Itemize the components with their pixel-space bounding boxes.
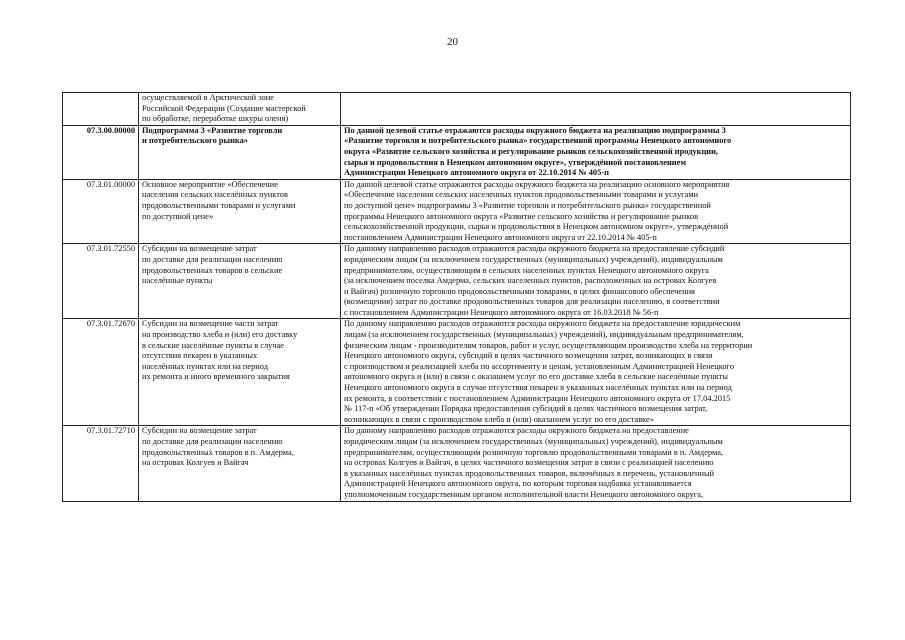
table-body — [63, 93, 851, 502]
expense-description-line: «Обеспечение населения сельских населенных пунктов продовольственными товарами и услугами — [344, 190, 699, 200]
budget-classification-table — [62, 92, 851, 502]
table-row — [63, 125, 851, 179]
expense-description-line: предпринимателям, осуществляющим розничную торговлю продовольственными товарами в п. Амдерма, — [344, 447, 724, 457]
expense-description-line: постановлением Администрации Ненецкого автономного округа от 22.10.2014 № 405-п — [344, 232, 657, 242]
expense-description-line: программы Ненецкого автономного округа «Развитие сельского хозяйства и регулирование рынков — [344, 211, 699, 221]
expense-description-line: юридическим лицам (за исключением государственных (муниципальных) учреждений), индивидуальным — [344, 254, 723, 264]
expense-description-line: на островах Колгуев и Вайгач, в целях частичного возмещения затрат в связи с реализацией населению — [344, 458, 714, 468]
expense-description-line: и Вайгач) розничную торговлю продовольственными товарами, в целях финансового обеспечения — [344, 286, 695, 296]
expense-description — [341, 244, 851, 319]
expense-description-line: Ненецкого автономного округа, субсидий в целях частичного возмещения затрат, возникающих в связи — [344, 351, 713, 361]
expense-description-line: в указанных населённых пунктах продовольственных товаров, включённых в перечень, установленный — [344, 468, 715, 478]
expense-name-line: их ремонта и иного временного закрытия — [142, 372, 290, 382]
expense-description-line: лицам (за исключением государственных (муниципальных) учреждений), индивидуальным предпринимателям, — [344, 330, 744, 340]
expense-name-line: населённых пунктах или на период — [142, 361, 268, 371]
expense-description-line: По данному направлению расходов отражаются расходы окружного бюджета на предоставление субсидий — [344, 244, 725, 254]
page-number: 20 — [447, 36, 458, 48]
expense-name — [139, 125, 341, 179]
target-article-code: 07.3.01.72670 — [63, 319, 139, 426]
table-row — [63, 179, 851, 244]
expense-name-line: Субсидии на возмещение части затрат — [142, 319, 279, 329]
expense-description — [341, 93, 851, 126]
expense-name-line: по доставке для реализации населению — [142, 254, 283, 264]
target-article-code: 07.3.01.00000 — [63, 179, 139, 244]
expense-description — [341, 319, 851, 426]
expense-name — [139, 319, 341, 426]
expense-description — [341, 426, 851, 501]
expense-description-line: По данному направлению расходов отражаются расходы окружного бюджета на предоставление юридическим — [344, 319, 741, 329]
expense-name-line: на производство хлеба и (или) его доставку — [142, 330, 298, 340]
expense-name-line: по обработке, переработке шкуры оленя) — [142, 114, 289, 124]
expense-description-line: По данной целевой статье отражаются расходы окружного бюджета на реализацию основного мероприятия — [344, 179, 730, 189]
expense-name — [139, 93, 341, 126]
expense-description-line: автономного округа и (или) в связи с оказанием услуг по его доставке хлеба в сельские населённые пункты — [344, 372, 728, 382]
expense-name-line: продовольственных товаров в сельские — [142, 265, 283, 275]
expense-name-line: осуществляемой в Арктической зоне — [142, 93, 274, 102]
target-article-code: 07.3.01.72710 — [63, 426, 139, 501]
expense-description-line: физическим лицам - производителям товаров, работ и услуг, осуществляющим производство хлеба на территории — [344, 340, 753, 350]
expense-description-line: возникающих в связи с производством хлеба и (или) оказанием услуг по его доставке» — [344, 414, 654, 424]
expense-name-line: по доставке для реализации населению — [142, 437, 283, 446]
expense-name — [139, 426, 341, 501]
expense-description-line: № 117-п «Об утверждении Порядка предоставления субсидий в целях частичного возмещения затрат, — [344, 404, 708, 414]
expense-name — [139, 179, 341, 244]
table-row — [63, 319, 851, 426]
expense-name-line: продовольственных товаров в п. Амдерма, — [142, 447, 294, 457]
expense-description-line: по доступной цене» подпрограммы 3 «Развитие торговли и потребительского рынка» государственной — [344, 200, 711, 210]
expense-description-line: предпринимателям, осуществляющим в сельских населенных пунктах Ненецкого автономного округа — [344, 265, 709, 275]
expense-description — [341, 125, 851, 179]
expense-name-line: продовольственными товарами и услугами — [142, 200, 296, 210]
expense-description-line: сырья и продовольствия в Ненецком автономном округе», утверждённой постановлением — [344, 157, 687, 167]
expense-name-line: населения сельских населённых пунктов — [142, 190, 288, 200]
expense-name-line: по доступной цене» — [142, 211, 214, 221]
table-row — [63, 244, 851, 319]
expense-name-line: в сельские населённые пункты в случае — [142, 340, 284, 350]
expense-name — [139, 244, 341, 319]
table-row — [63, 93, 851, 126]
target-article-code — [63, 93, 139, 126]
expense-description-line: Ненецкого автономного округа в случае отсутствия пекарен в указанных населённых пунктах или на период — [344, 383, 732, 393]
expense-description-line: с производством и реализацией хлеба по ассортименту и ценам, установленным Администрацией Ненецкого — [344, 361, 735, 371]
expense-description-line: По данной целевой статье отражаются расходы окружного бюджета на реализацию подпрограммы 3 — [344, 125, 726, 135]
expense-description-line: (возмещения) затрат по доставке продовольственных товаров для реализации населению, в соответствии — [344, 297, 720, 307]
expense-description — [341, 179, 851, 244]
expense-name-line: населённые пункты — [142, 276, 213, 286]
expense-name-line: Субсидии на возмещение затрат — [142, 244, 257, 254]
expense-name-line: Подпрограмма 3 «Развитие торговли — [142, 125, 283, 135]
expense-description-line: юридическим лицам (за исключением государственных (муниципальных) учреждений), индивидуальным — [344, 437, 723, 446]
expense-description-line: «Развитие торговли и потребительского рынка» государственной программы Ненецкого автономного — [344, 136, 732, 146]
expense-name-line: Российской Федерации (Создание мастерской — [142, 103, 306, 113]
expense-description-line: округа «Развитие сельского хозяйства и регулирование рынков сельскохозяйственной продукции, — [344, 146, 719, 156]
expense-description-line: с постановлением Администрации Ненецкого автономного округа от 16.03.2018 № 56-п — [344, 307, 659, 317]
target-article-code: 07.3.00.00000 — [63, 125, 139, 179]
expense-description-line: уполномоченным государственным органом исполнительной власти Ненецкого автономного округа, — [344, 489, 704, 499]
expense-description-line: По данному направлению расходов отражаются расходы окружного бюджета на предоставление — [344, 426, 689, 436]
expense-name-line: Субсидии на возмещение затрат — [142, 426, 257, 436]
expense-description-line: сельскохозяйственной продукции, сырья и продовольствия в Ненецком автономном округе», утверждённой — [344, 222, 729, 232]
expense-description-line: Администрации Ненецкого автономного округа от 22.10.2014 № 405-п — [344, 168, 609, 178]
expense-description-line: их ремонта, в соответствии с постановлением Администрации Ненецкого автономного округа от 17.04.2015 — [344, 393, 731, 403]
expense-name-line: отсутствия пекарен в указанных — [142, 351, 258, 361]
table-row — [63, 426, 851, 501]
expense-name-line: и потребительского рынка» — [142, 136, 248, 146]
target-article-code: 07.3.01.72550 — [63, 244, 139, 319]
expense-name-line: Основное мероприятие «Обеспечение — [142, 179, 278, 189]
expense-name-line: на островах Колгуев и Вайгач — [142, 458, 249, 468]
expense-description-line: Администрацией Ненецкого автономного округа, по которым торговая надбавка устанавливается — [344, 479, 692, 489]
expense-description-line: (за исключением поселка Амдерма, сельских населенных пунктов, расположенных на островах Колгуев — [344, 276, 717, 286]
